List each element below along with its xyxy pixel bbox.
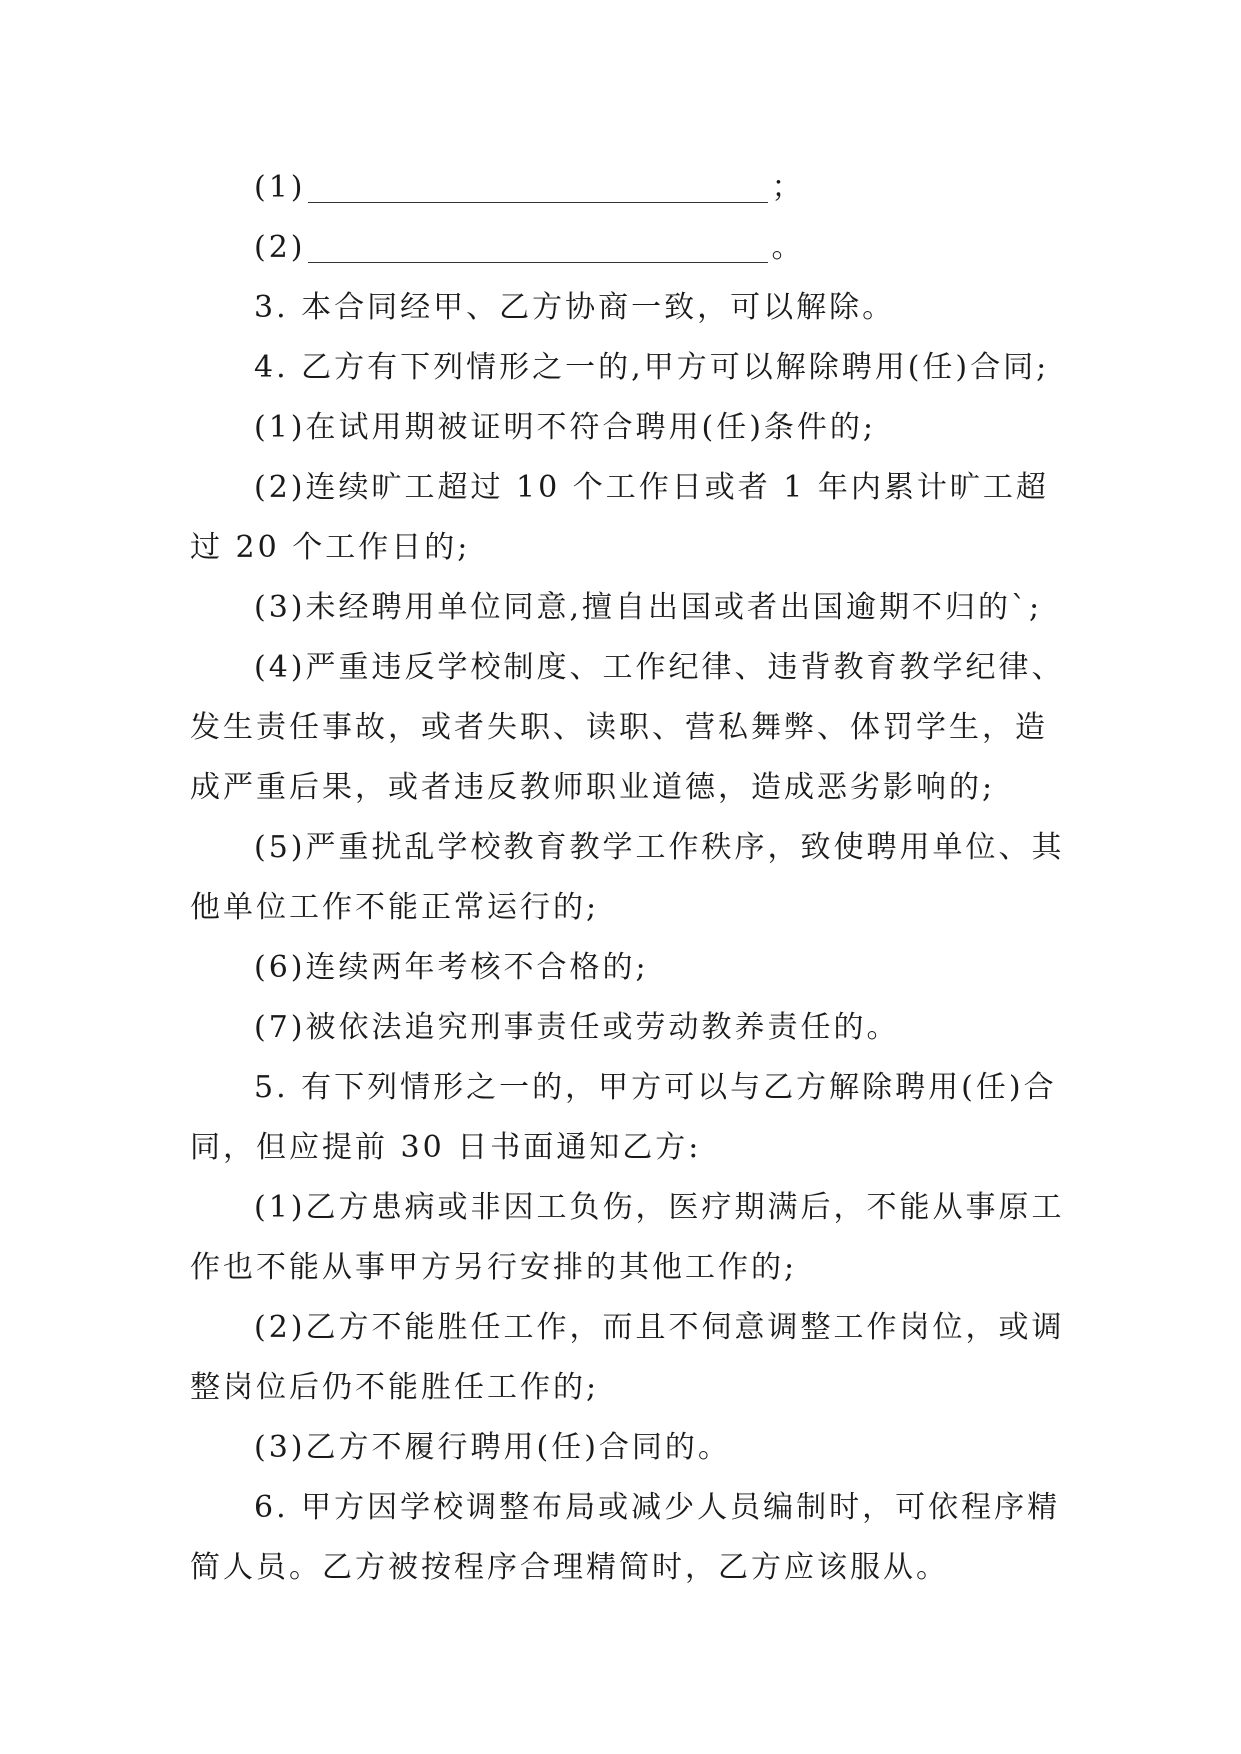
clause-4-item-6: (6)连续两年考核不合格的; [254, 950, 649, 985]
blank-item-1 [190, 158, 1070, 218]
clause-4-item-2: (2)连续旷工超过 10 个工作日或者 1 年内累计旷工超过 20 个工作日的; [190, 470, 1049, 565]
clause-5-item-2: (2)乙方不能胜任工作，而且不伺意调整工作岗位，或调整岗位后仍不能胜任工作的; [190, 1310, 1065, 1405]
document-body [190, 158, 1070, 1598]
clause-4-item-3: (3)未经聘用单位同意,擅自出国或者出国逾期不归的`; [254, 590, 1043, 625]
blank-item-label: (1) [254, 170, 306, 205]
fill-in-blank-line[interactable] [308, 168, 768, 203]
blank-item-2 [190, 218, 1070, 278]
clause-6: 6. 甲方因学校调整布局或减少人员编制时，可依程序精简人员。乙方被按程序合理精简时，乙方应该服从。 [190, 1490, 1061, 1585]
blank-item-end: ； [771, 170, 805, 205]
clause-5-item-3: (3)乙方不履行聘用(任)合同的。 [254, 1430, 731, 1465]
clause-4-item-5: (5)严重扰乱学校教育教学工作秩序，致使聘用单位、其他单位工作不能正常运行的; [190, 830, 1065, 925]
clause-5-item-1: (1)乙方患病或非因工负伤，医疗期满后，不能从事原工作也不能从事甲方另行安排的其他工作的; [190, 1190, 1065, 1285]
clause-4-item-7: (7)被依法追究刑事责任或劳动教养责任的。 [254, 1010, 900, 1045]
fill-in-blank-line[interactable] [308, 228, 768, 263]
blank-item-end: 。 [771, 230, 805, 265]
clause-4-item-1: (1)在试用期被证明不符合聘用(任)条件的; [254, 410, 877, 445]
clause-5: 5. 有下列情形之一的，甲方可以与乙方解除聘用(任)合同，但应提前 30 日书面通知乙方: [190, 1070, 1057, 1165]
clause-3: 3. 本合同经甲、乙方协商一致，可以解除。 [254, 290, 896, 325]
blank-item-label: (2) [254, 230, 306, 265]
clause-4: 4. 乙方有下列情形之一的,甲方可以解除聘用(任)合同; [254, 350, 1050, 385]
clause-4-item-4: (4)严重违反学校制度、工作纪律、违背教育教学纪律、发生责任事故，或者失职、读职、营私舞弊、体罚学生，造成严重后果，或者违反教师职业道德，造成恶劣影响的; [190, 650, 1065, 805]
